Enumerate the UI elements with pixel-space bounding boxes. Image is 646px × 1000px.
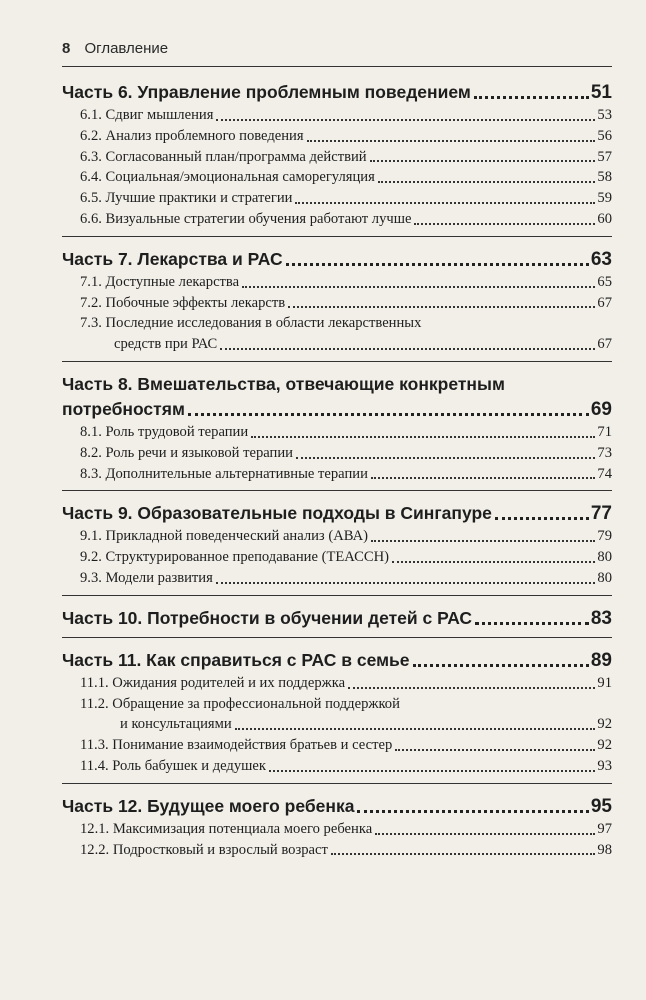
toc-part-10: [62, 596, 612, 638]
running-header: [62, 40, 168, 57]
entry-page: 67: [597, 294, 612, 311]
dot-leader: [235, 728, 596, 730]
entry-page: 79: [597, 528, 612, 545]
toc-entry[interactable]: [62, 735, 612, 756]
dot-leader: [357, 810, 588, 813]
toc-entry[interactable]: [62, 209, 612, 230]
dot-leader: [242, 286, 595, 288]
part-page: 69: [590, 398, 612, 420]
toc-entry[interactable]: [62, 293, 612, 314]
entry-title: 8.3. Дополнительные альтернативные терапии: [80, 465, 368, 482]
entry-page: 74: [597, 465, 612, 482]
header-title: Оглавление: [84, 40, 169, 57]
entry-title-line-1: 11.2. Обращение за профессиональной поддержкой: [80, 695, 400, 712]
entry-title: 6.5. Лучшие практики и стратегии: [80, 190, 293, 207]
entry-page: 73: [597, 444, 612, 461]
part-heading[interactable]: [62, 606, 612, 631]
entry-title: 7.1. Доступные лекарства: [80, 273, 240, 290]
entry-page: 92: [597, 716, 612, 733]
part-page: 89: [590, 649, 612, 671]
dot-leader: [331, 853, 596, 855]
toc-part-11: [62, 638, 612, 784]
dot-leader: [370, 160, 596, 162]
entry-title: 6.3. Согласованный план/программа действий: [80, 148, 367, 165]
toc-entry[interactable]: [62, 443, 612, 464]
dot-leader: [495, 517, 589, 520]
toc-entry[interactable]: [62, 756, 612, 777]
entry-title: 8.1. Роль трудовой терапии: [80, 423, 249, 440]
dot-leader: [288, 306, 595, 308]
toc-part-12: [62, 784, 612, 867]
toc-entry[interactable]: [62, 147, 612, 168]
toc-part-7: [62, 237, 612, 362]
dot-leader: [296, 457, 595, 459]
dot-leader: [269, 770, 595, 772]
entry-page: 57: [597, 148, 612, 165]
entry-title: 6.6. Визуальные стратегии обучения работают лучше: [80, 210, 412, 227]
dot-leader: [475, 622, 589, 625]
part-heading[interactable]: [62, 80, 612, 105]
table-of-contents: [62, 70, 612, 866]
dot-leader: [474, 96, 589, 99]
dot-leader: [371, 540, 595, 542]
toc-part-8: [62, 362, 612, 491]
toc-part-9: [62, 491, 612, 595]
entry-title-line-1: 7.3. Последние исследования в области лекарственных: [80, 315, 422, 332]
entry-page: 80: [597, 569, 612, 586]
entry-title: 9.2. Структурированное преподавание (ТЕАССН): [80, 549, 389, 566]
toc-entry[interactable]: [62, 167, 612, 188]
entry-title: 6.2. Анализ проблемного поведения: [80, 127, 304, 144]
toc-entry[interactable]: [62, 422, 612, 443]
entry-page: 93: [597, 757, 612, 774]
toc-entry[interactable]: [62, 464, 612, 485]
entry-title: 8.2. Роль речи и языковой терапии: [80, 444, 293, 461]
part-heading[interactable]: [62, 247, 612, 272]
entry-title: 6.1. Сдвиг мышления: [80, 107, 214, 123]
dot-leader: [378, 181, 596, 183]
entry-title: 9.3. Модели развития: [80, 569, 213, 586]
dot-leader: [286, 263, 589, 266]
part-page: 63: [590, 248, 612, 270]
dot-leader: [251, 436, 595, 438]
entry-page: 92: [597, 737, 612, 754]
entry-page: 60: [597, 210, 612, 227]
header-rule: [62, 66, 612, 67]
part-heading[interactable]: [62, 501, 612, 526]
part-title: потребностям: [62, 398, 185, 419]
entry-title: 9.1. Прикладной поведенческий анализ (АВА): [80, 528, 368, 545]
part-title-line-1: Часть 8. Вмешательства, отвечающие конкретным: [62, 373, 505, 394]
part-title: Часть 7. Лекарства и РАС: [62, 248, 283, 269]
entry-page: 91: [597, 674, 612, 691]
entry-title: и консультациями: [120, 716, 232, 733]
part-heading[interactable]: [62, 372, 612, 422]
entry-page: 98: [597, 841, 612, 858]
dot-leader: [188, 413, 589, 416]
toc-part-6: [62, 70, 612, 237]
toc-entry[interactable]: [62, 272, 612, 293]
entry-page: 80: [597, 549, 612, 566]
toc-entry[interactable]: [62, 526, 612, 547]
entry-title: 12.1. Максимизация потенциала моего ребенка: [80, 820, 373, 837]
part-heading[interactable]: [62, 648, 612, 673]
dot-leader: [295, 202, 595, 204]
part-title: Часть 11. Как справиться с РАС в семье: [62, 649, 410, 670]
part-title: Часть 9. Образовательные подходы в Сингапуре: [62, 503, 492, 524]
part-page: 83: [590, 607, 612, 629]
toc-entry[interactable]: [62, 694, 612, 736]
dot-leader: [220, 348, 595, 350]
entry-title: 11.1. Ожидания родителей и их поддержка: [80, 674, 346, 691]
toc-entry[interactable]: [62, 547, 612, 568]
entry-title: 11.4. Роль бабушек и дедушек: [80, 757, 266, 774]
dot-leader: [216, 119, 595, 121]
entry-page: 71: [597, 423, 612, 440]
entry-title: 7.2. Побочные эффекты лекарств: [80, 294, 286, 311]
entry-page: 53: [597, 107, 612, 123]
entry-page: 56: [597, 127, 612, 144]
part-title: Часть 6. Управление проблемным поведением: [62, 82, 471, 102]
entry-page: 67: [597, 336, 612, 353]
entry-page: 65: [597, 273, 612, 290]
entry-title: средств при РАС: [114, 336, 218, 353]
toc-entry[interactable]: [62, 313, 612, 355]
part-title: Часть 12. Будущее моего ребенка: [62, 795, 355, 816]
toc-entry[interactable]: [62, 105, 612, 126]
dot-leader: [414, 223, 595, 225]
dot-leader: [307, 140, 596, 142]
dot-leader: [371, 477, 596, 479]
entry-title: 11.3. Понимание взаимодействия братьев и сестер: [80, 737, 393, 754]
toc-entry[interactable]: [62, 188, 612, 209]
entry-title: 6.4. Социальная/эмоциональная саморегуляция: [80, 169, 375, 186]
entry-title: 12.2. Подростковый и взрослый возраст: [80, 841, 328, 858]
part-heading[interactable]: [62, 794, 612, 819]
entry-page: 59: [597, 190, 612, 207]
dot-leader: [392, 561, 595, 563]
toc-entry[interactable]: [62, 126, 612, 147]
toc-entry[interactable]: [62, 673, 612, 694]
part-page: 51: [590, 82, 612, 103]
toc-entry[interactable]: [62, 568, 612, 589]
part-page: 77: [590, 503, 612, 525]
dot-leader: [348, 687, 595, 689]
part-title: Часть 10. Потребности в обучении детей с РАС: [62, 607, 473, 628]
dot-leader: [216, 582, 596, 584]
header-page-number: 8: [62, 40, 71, 57]
dot-leader: [413, 664, 589, 667]
entry-page: 58: [597, 169, 612, 186]
dot-leader: [375, 833, 595, 835]
toc-entry[interactable]: [62, 840, 612, 861]
toc-entry[interactable]: [62, 819, 612, 840]
dot-leader: [395, 749, 595, 751]
part-page: 95: [590, 795, 612, 817]
entry-page: 97: [597, 820, 612, 837]
